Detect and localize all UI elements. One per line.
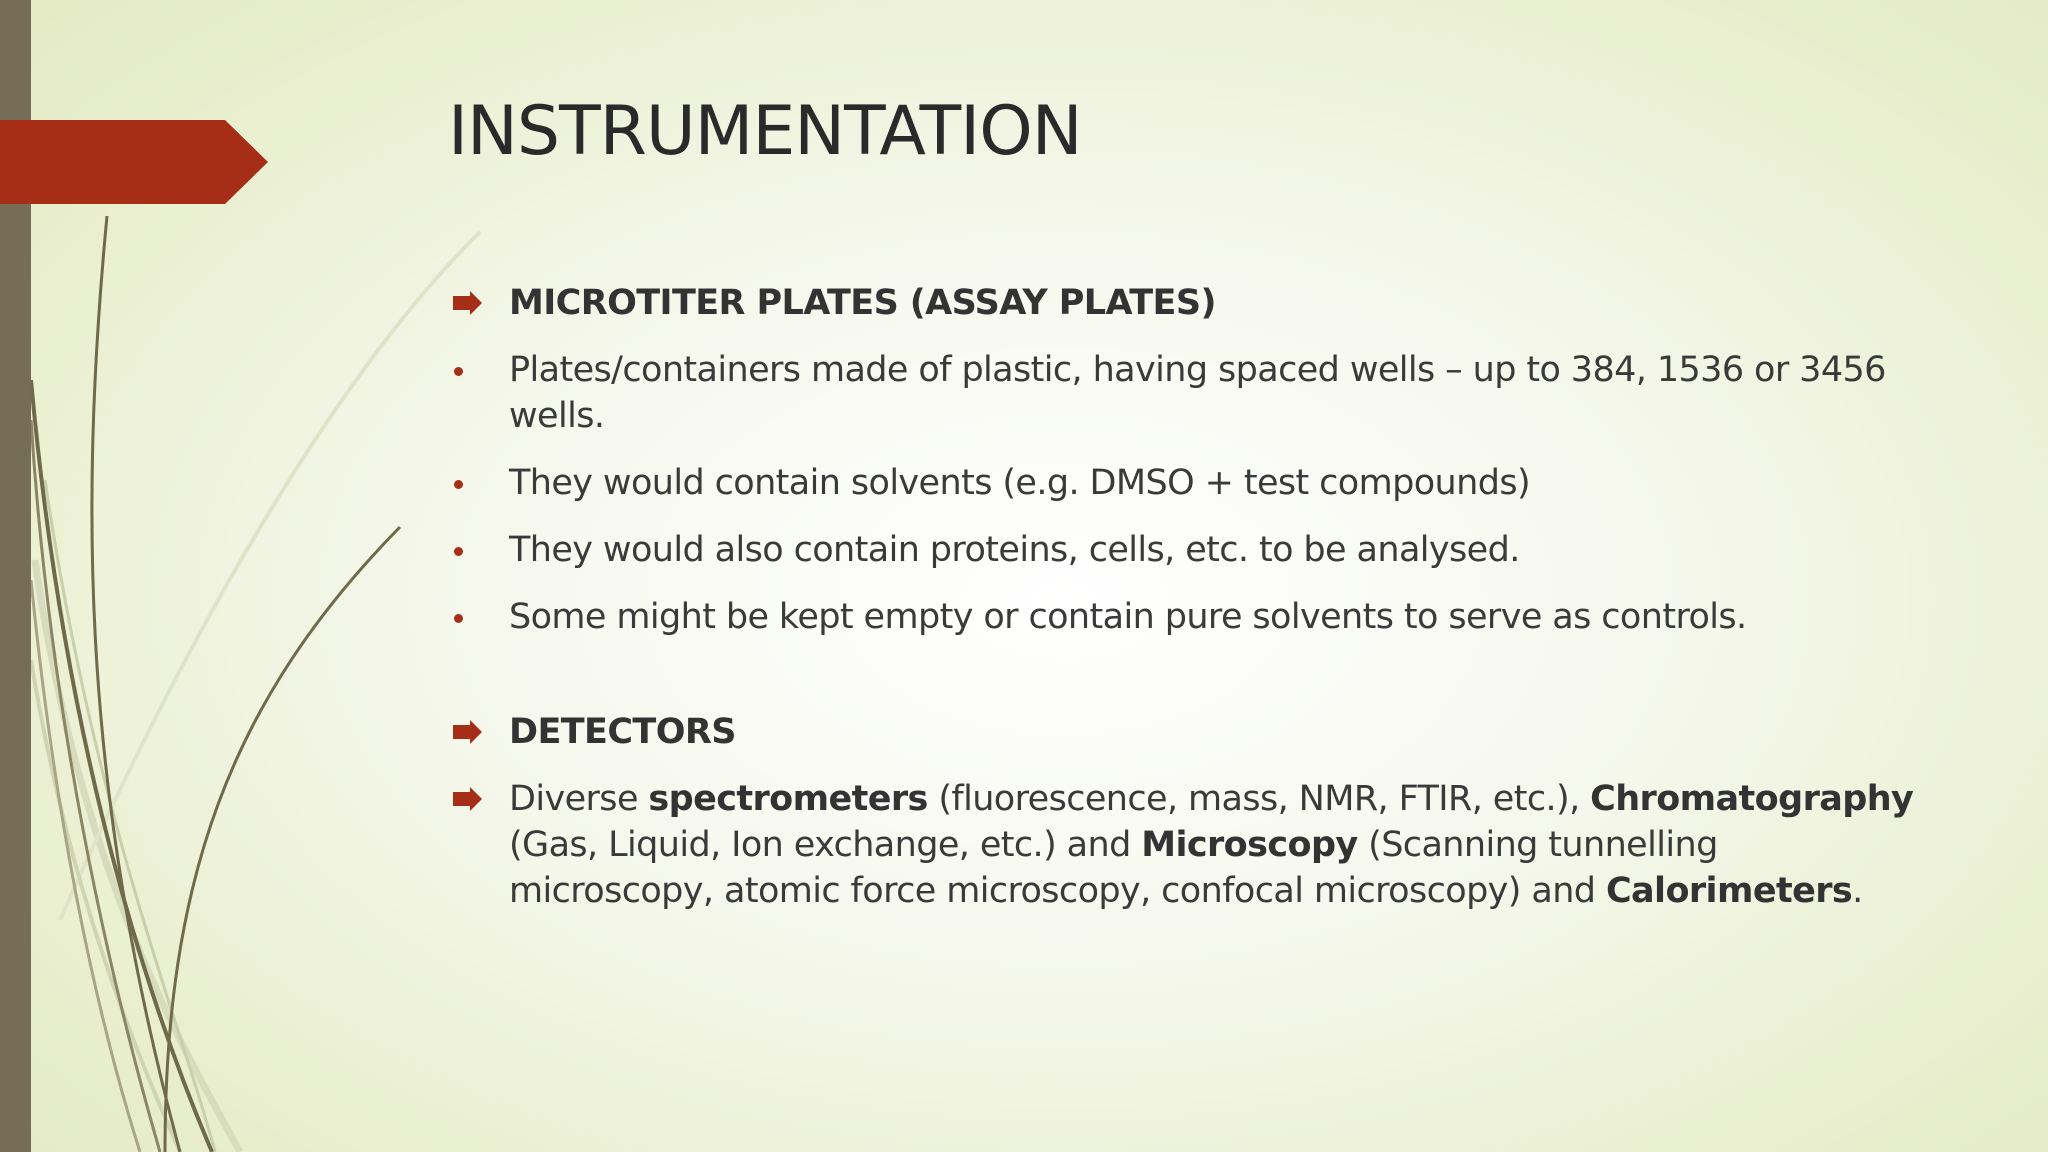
dot-bullet-icon <box>454 367 463 376</box>
dot-bullet-icon <box>454 547 463 556</box>
arrow-bullet-icon <box>451 709 487 755</box>
list-item <box>448 347 1918 439</box>
arrow-bullet-icon <box>451 776 487 822</box>
text-segment: (Scanning tunnelling microscopy, atomic force microscopy, confocal microscopy) and <box>509 825 1718 911</box>
list-item <box>448 594 1918 640</box>
section-heading-microtiter <box>448 280 1918 326</box>
content-area <box>448 280 1918 935</box>
section-heading-detectors <box>448 709 1918 755</box>
text-segment: . <box>1852 871 1863 911</box>
text-segment: (fluorescence, mass, NMR, FTIR, etc.), <box>927 779 1591 819</box>
bold-term-microscopy: Microscopy <box>1141 825 1358 865</box>
spacer <box>448 661 1918 709</box>
heading-text: DETECTORS <box>509 712 736 752</box>
heading-text: MICROTITER PLATES (ASSAY PLATES) <box>509 283 1216 323</box>
text-segment: Diverse <box>509 779 649 819</box>
text-segment: (Gas, Liquid, Ion exchange, etc.) and <box>509 825 1142 865</box>
arrow-bullet-icon <box>451 280 487 326</box>
title-arrow-tab <box>0 0 270 210</box>
bullet-text: They would also contain proteins, cells, etc. to be analysed. <box>509 530 1520 570</box>
bold-term-chromatography: Chromatography <box>1590 779 1914 819</box>
slide-title: INSTRUMENTATION <box>448 92 1082 171</box>
list-item <box>448 527 1918 573</box>
bullet-text: They would contain solvents (e.g. DMSO + test compounds) <box>509 463 1531 503</box>
bold-term-calorimeters: Calorimeters <box>1605 871 1853 911</box>
bullet-text: Some might be kept empty or contain pure solvents to serve as controls. <box>509 597 1747 637</box>
dot-bullet-icon <box>454 614 463 623</box>
list-item <box>448 460 1918 506</box>
detectors-description <box>448 776 1918 914</box>
dot-bullet-icon <box>454 480 463 489</box>
bullet-text: Plates/containers made of plastic, having spaced wells – up to 384, 1536 or 3456 wells. <box>509 350 1886 436</box>
bold-term-spectrometers: spectrometers <box>648 779 928 819</box>
